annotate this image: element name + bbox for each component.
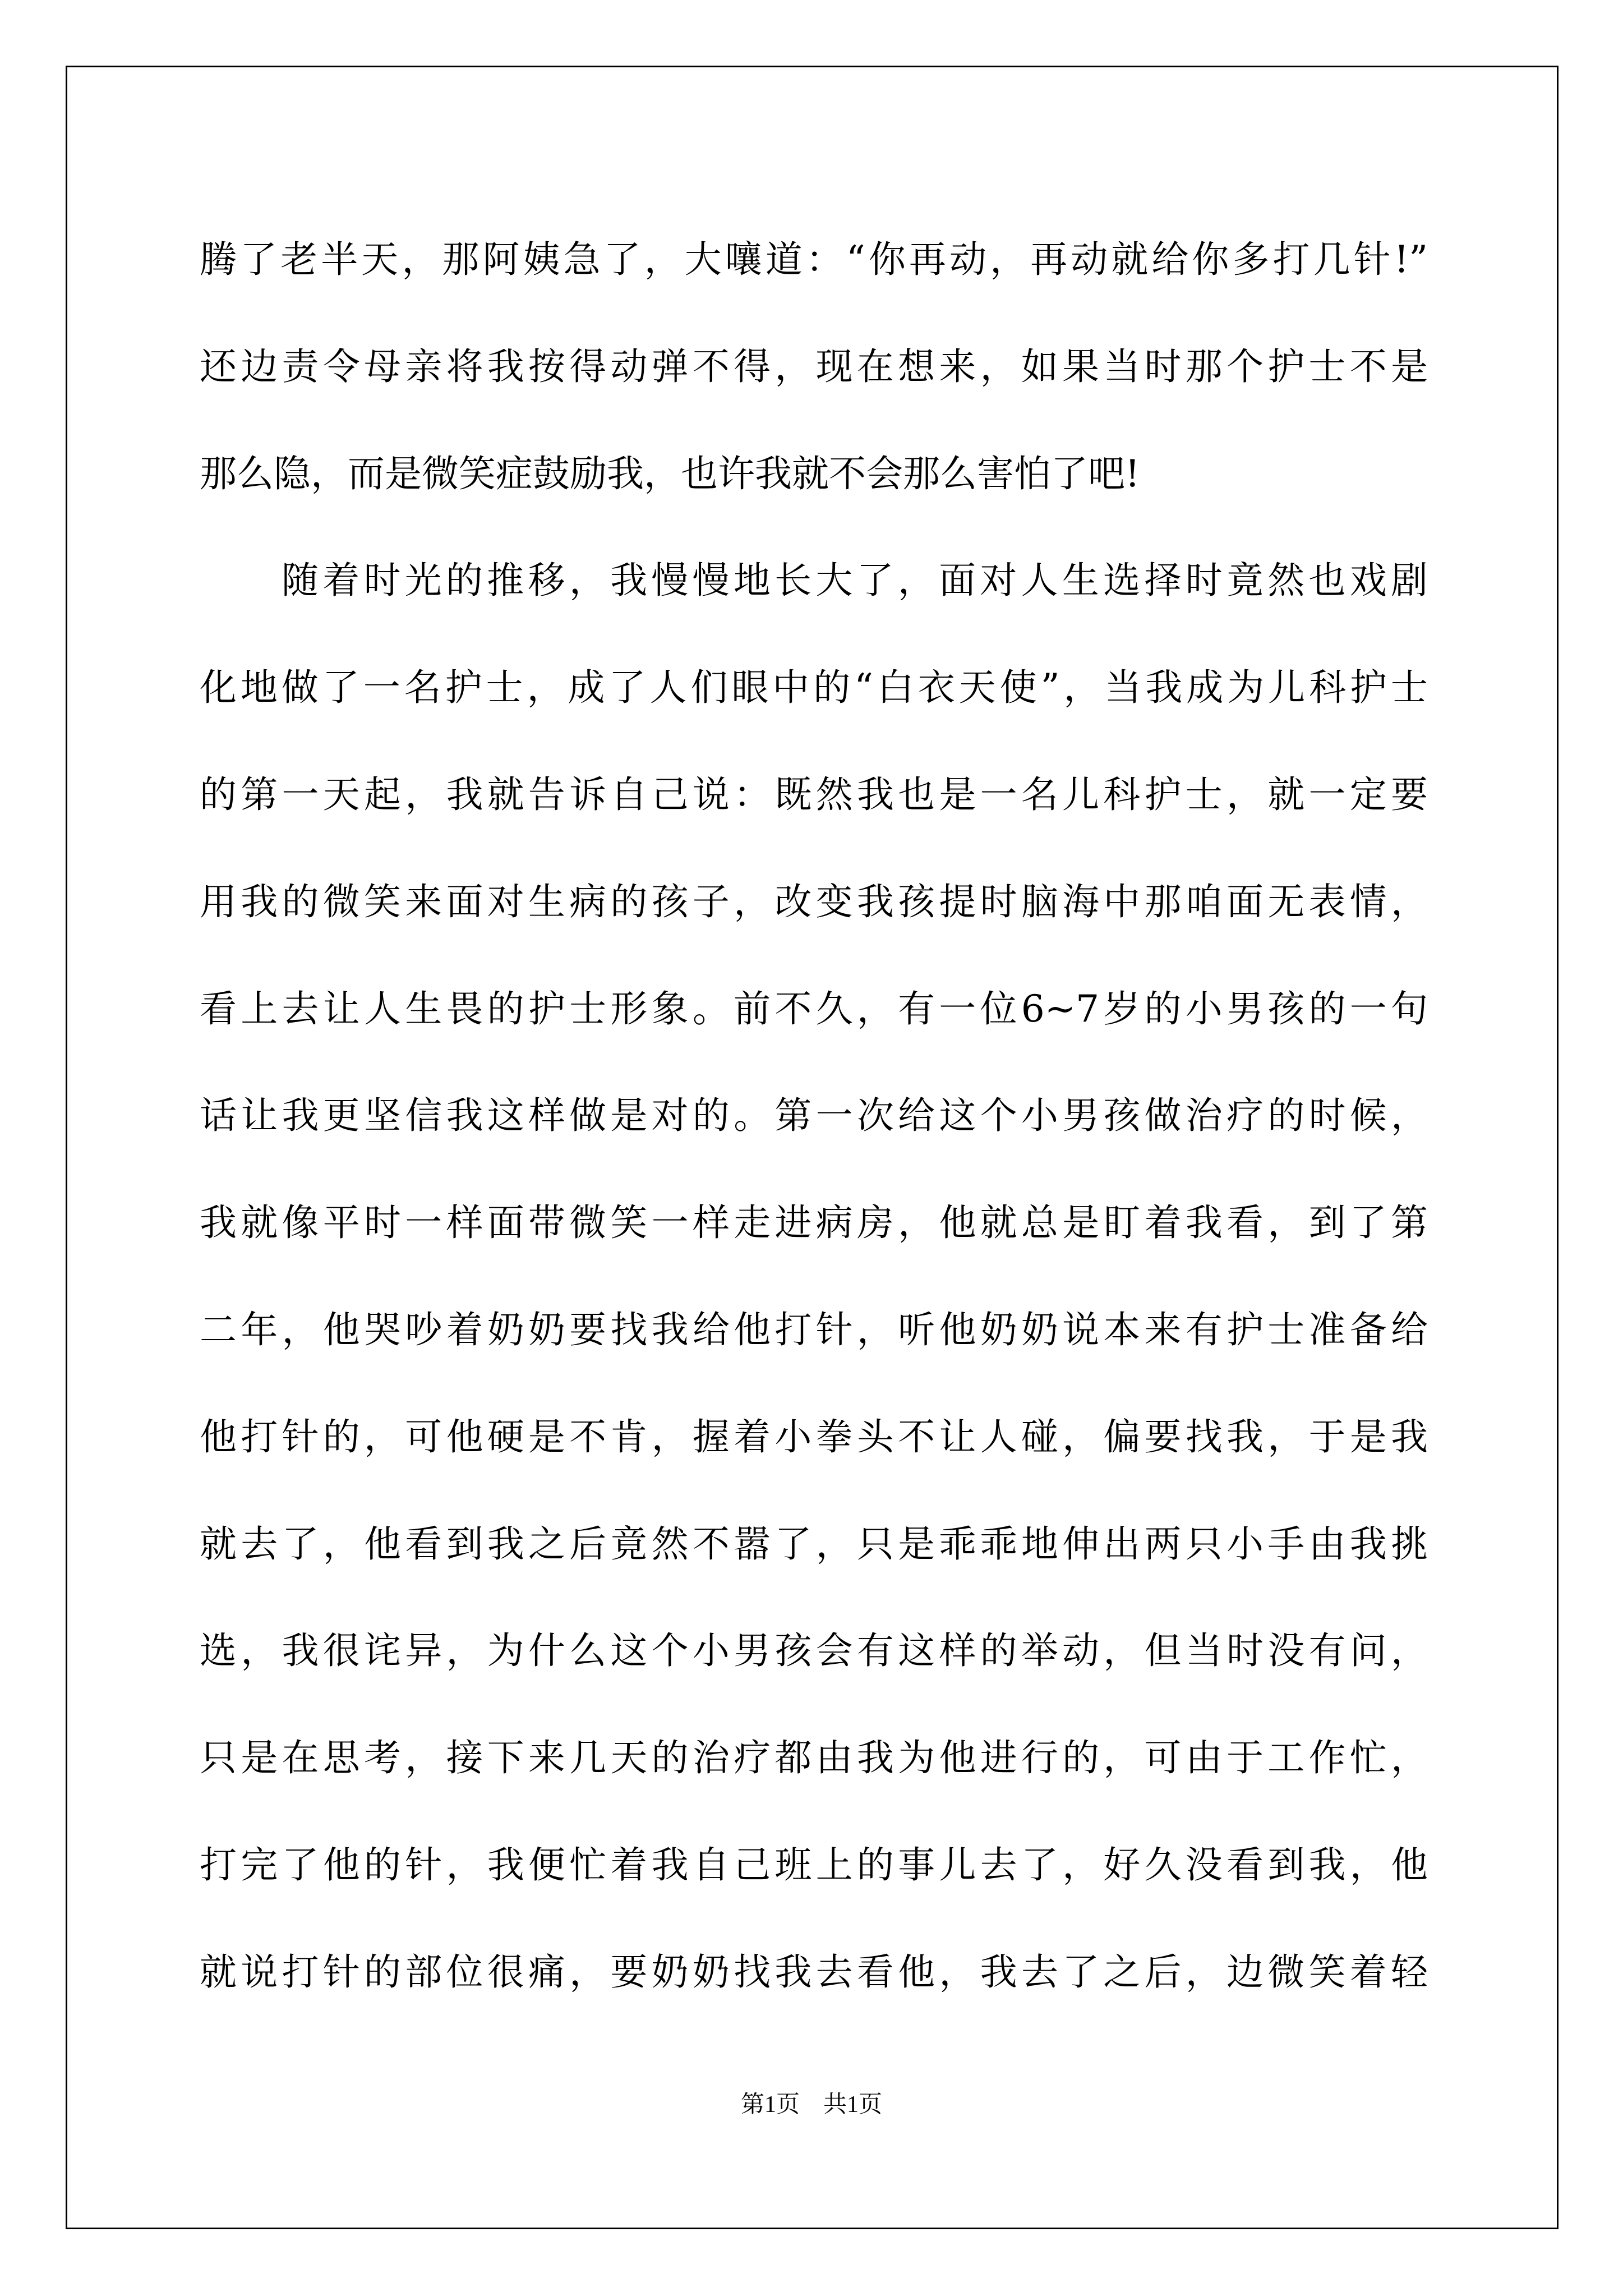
text-line: 我就像平时一样面带微笑一样走进病房，他就总是盯着我看，到了第 bbox=[200, 1201, 1428, 1245]
text-line: 选，我很诧异，为什么这个小男孩会有这样的举动，但当时没有问， bbox=[200, 1629, 1428, 1673]
text-line: 打完了他的针，我便忙着我自己班上的事儿去了，好久没看到我，他 bbox=[200, 1843, 1428, 1887]
text-line: 只是在思考，接下来几天的治疗都由我为他进行的，可由于工作忙， bbox=[200, 1736, 1428, 1780]
text-line: 腾了老半天，那阿姨急了，大嚷道：“你再动，再动就给你多打几针!” bbox=[200, 238, 1428, 281]
text-line: 用我的微笑来面对生病的孩子，改变我孩提时脑海中那咱面无表情， bbox=[200, 880, 1428, 923]
body-text bbox=[200, 206, 1428, 2026]
text-line: 二年，他哭吵着奶奶要找我给他打针，听他奶奶说本来有护士准备给 bbox=[200, 1308, 1428, 1351]
text-line: 的第一天起，我就告诉自己说：既然我也是一名儿科护士，就一定要 bbox=[200, 772, 1428, 816]
page-footer: 第1页 共1页 bbox=[740, 2092, 882, 2118]
text-line: 他打针的，可他硬是不肯，握着小拳头不让人碰，偏要找我，于是我 bbox=[200, 1415, 1428, 1458]
text-line: 就去了，他看到我之后竟然不嚣了，只是乖乖地伸出两只小手由我挑 bbox=[200, 1522, 1428, 1566]
text-line: 还边责令母亲将我按得动弹不得，现在想来，如果当时那个护士不是 bbox=[200, 344, 1428, 388]
text-line: 话让我更坚信我这样做是对的。第一次给这个小男孩做治疗的时候， bbox=[200, 1094, 1428, 1138]
text-line: 那么隐，而是微笑症鼓励我，也许我就不会那么害怕了吧! bbox=[200, 452, 1140, 495]
text-line: 就说打针的部位很痛，要奶奶找我去看他，我去了之后，边微笑着轻 bbox=[200, 1950, 1428, 1994]
text-line: 化地做了一名护士，成了人们眼中的“白衣天使”，当我成为儿科护士 bbox=[200, 666, 1428, 710]
text-line: 看上去让人生畏的护士形象。前不久，有一位6~7岁的小男孩的一句 bbox=[200, 987, 1428, 1030]
text-line: 随着时光的推移，我慢慢地长大了，面对人生选择时竟然也戏剧 bbox=[282, 559, 1428, 602]
